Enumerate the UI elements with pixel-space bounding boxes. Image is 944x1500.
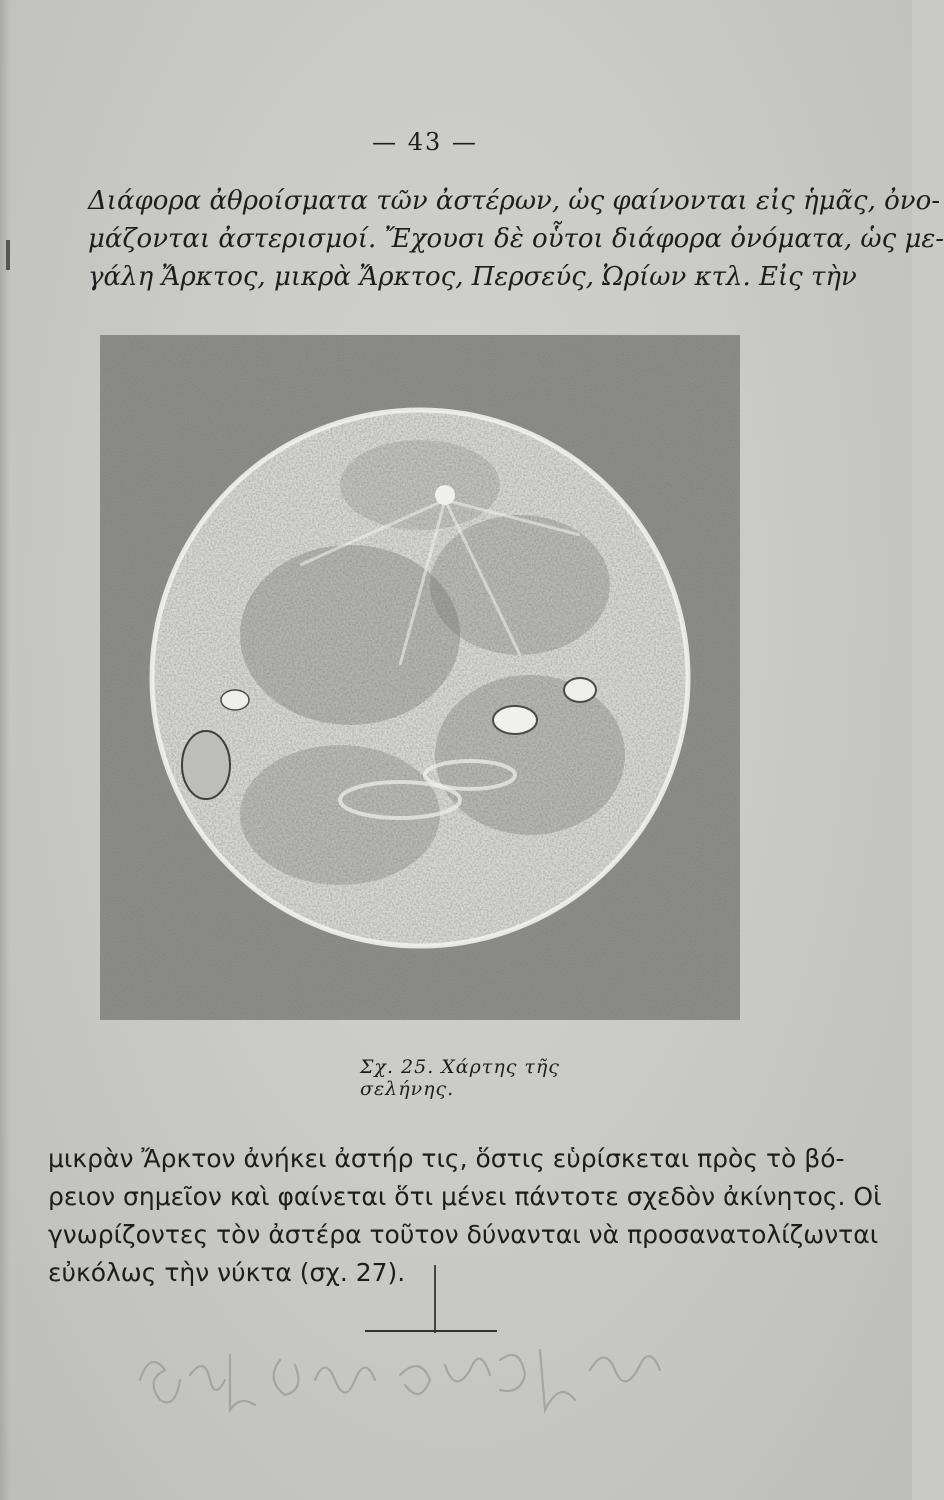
moon-surface-detail: [152, 410, 688, 946]
top-paragraph-line: γάλη Ἄρκτος, μικρὰ Ἄρκτος, Περσεύς, Ὠρίων κτλ. Εἰς τὴν: [88, 262, 857, 292]
bottom-paragraph-line: ρειον σημεῖον καὶ φαίνεται ὅτι μένει πάντοτε σχεδὸν ἀκίνητος. Οἱ: [48, 1182, 882, 1211]
top-paragraph: [88, 182, 944, 296]
moon-map-illustration: [100, 335, 740, 1020]
binding-mark: [6, 240, 10, 270]
crater: [182, 731, 230, 799]
bottom-paragraph: [48, 1140, 882, 1292]
bottom-paragraph-line: γνωρίζοντες τὸν ἀστέρα τοῦτον δύνανται νὰ προσανατολίζωνται: [48, 1220, 879, 1249]
crater: [435, 485, 455, 505]
crater: [564, 678, 596, 702]
top-paragraph-line: Διάφορα ἀθροίσματα τῶν ἀστέρων, ὡς φαίνονται εἰς ἡμᾶς, ὀνο-: [88, 186, 941, 216]
page-edge-shadow: [0, 0, 10, 1500]
figure-caption: Σχ. 25. Χάρτης τῆς σελήνης.: [360, 1056, 560, 1100]
crater: [221, 690, 249, 710]
mare-region: [435, 675, 625, 835]
moon-map-figure: [100, 335, 740, 1020]
mare-region: [240, 545, 460, 725]
bottom-paragraph-line: μικρὰν Ἄρκτον ἀνήκει ἀστήρ τις, ὅστις εὑρίσκεται πρὸς τὸ βό-: [48, 1144, 845, 1173]
mare-region: [340, 440, 500, 530]
bottom-paragraph-line: εὐκόλως τὴν νύκτα (σχ. 27).: [48, 1258, 406, 1287]
top-paragraph-line: μάζονται ἀστερισμοί. Ἔχουσι δὲ οὗτοι διάφορα ὀνόματα, ὡς με-: [88, 224, 944, 254]
page-number: — 43 —: [372, 128, 478, 156]
mare-region: [430, 515, 610, 655]
handwritten-pencil-note: [130, 1320, 690, 1440]
crater: [493, 706, 537, 734]
mare-region: [240, 745, 440, 885]
